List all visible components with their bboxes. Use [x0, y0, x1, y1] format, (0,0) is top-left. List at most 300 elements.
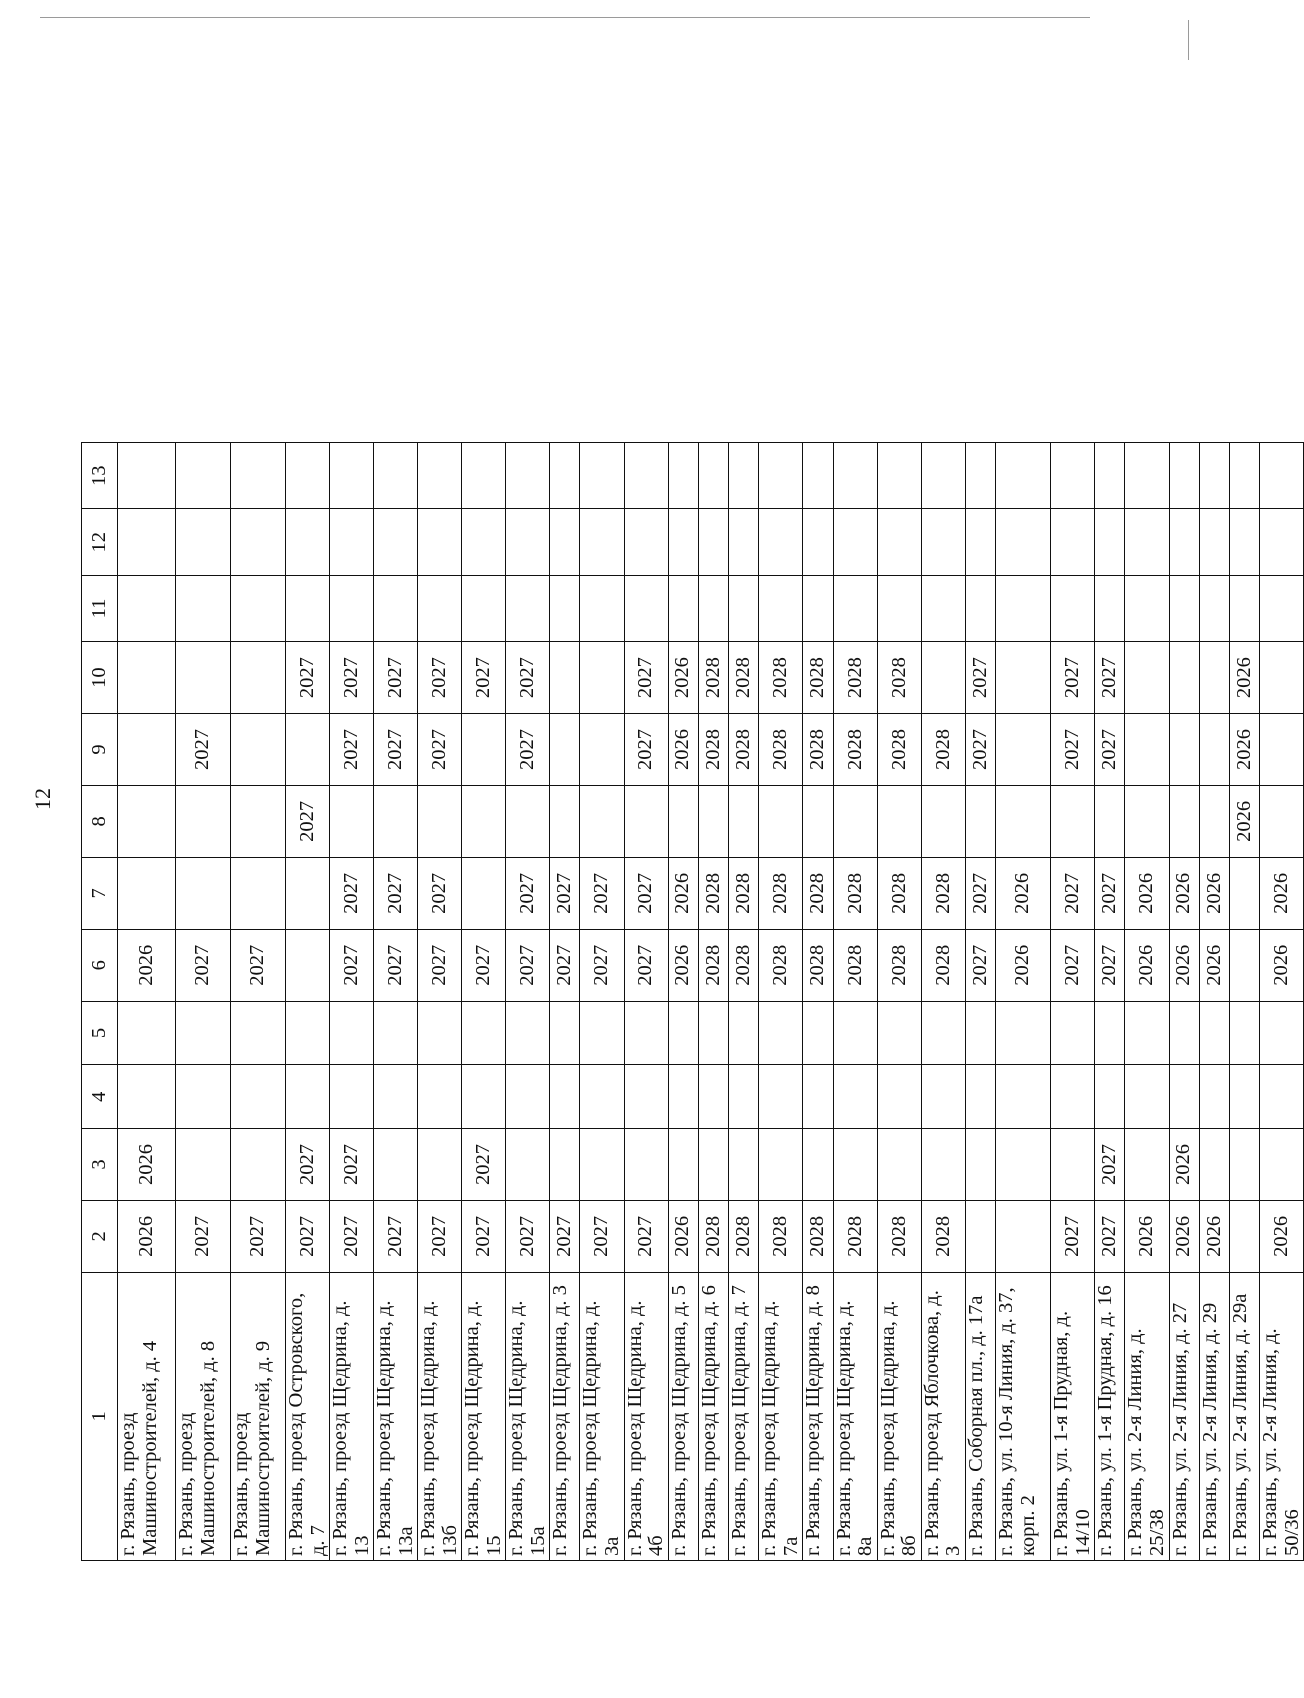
- year-cell: [374, 575, 418, 641]
- year-cell: 2027: [965, 642, 995, 714]
- year-cell: 2027: [330, 929, 374, 1001]
- year-cell: [921, 785, 965, 857]
- address-cell: г. Рязань, проезд Щедрина, д. 8а: [833, 1272, 877, 1560]
- year-cell: [118, 1001, 176, 1065]
- year-cell: [729, 1065, 759, 1129]
- year-cell: 2028: [833, 1200, 877, 1272]
- year-cell: [1125, 1129, 1169, 1201]
- year-cell: [698, 443, 728, 510]
- year-cell: 2026: [1199, 857, 1229, 929]
- year-cell: 2028: [877, 1200, 921, 1272]
- year-cell: 2027: [231, 1200, 286, 1272]
- year-cell: [668, 1001, 698, 1065]
- year-cell: [965, 1129, 995, 1201]
- address-cell: г. Рязань, проезд Щедрина, д. 13: [330, 1272, 374, 1560]
- year-cell: 2027: [374, 929, 418, 1001]
- year-cell: [118, 509, 176, 575]
- year-cell: [550, 714, 580, 786]
- year-cell: 2028: [759, 714, 803, 786]
- year-cell: 2028: [729, 714, 759, 786]
- year-cell: [374, 1001, 418, 1065]
- year-cell: [550, 785, 580, 857]
- year-cell: [1199, 1065, 1229, 1129]
- year-cell: [176, 1065, 231, 1129]
- address-cell: г. Рязань, проезд Щедрина, д. 4б: [624, 1272, 668, 1560]
- table-row: [803, 443, 833, 1561]
- year-cell: 2027: [462, 1129, 506, 1201]
- year-cell: [668, 509, 698, 575]
- year-cell: [418, 785, 462, 857]
- year-cell: [374, 443, 418, 510]
- year-cell: 2028: [729, 857, 759, 929]
- year-cell: [1051, 1001, 1095, 1065]
- address-cell: г. Рязань, Соборная пл., д. 17а: [965, 1272, 995, 1560]
- table-row: [506, 443, 550, 1561]
- year-cell: 2027: [624, 714, 668, 786]
- year-cell: [877, 575, 921, 641]
- year-cell: [506, 1129, 550, 1201]
- year-cell: 2027: [374, 714, 418, 786]
- year-cell: [1260, 785, 1304, 857]
- year-cell: [803, 1129, 833, 1201]
- year-cell: [1051, 575, 1095, 641]
- year-cell: 2027: [965, 714, 995, 786]
- year-cell: [921, 1065, 965, 1129]
- column-header: 4: [82, 1065, 118, 1129]
- year-cell: 2026: [1169, 929, 1199, 1001]
- year-cell: [965, 1001, 995, 1065]
- year-cell: [1260, 1129, 1304, 1201]
- year-cell: [1199, 509, 1229, 575]
- table-row: [1260, 443, 1304, 1561]
- table-row: [286, 443, 330, 1561]
- year-cell: [668, 575, 698, 641]
- year-cell: [330, 509, 374, 575]
- scan-edge-right: [1188, 20, 1189, 60]
- year-cell: [996, 575, 1051, 641]
- year-cell: 2027: [176, 929, 231, 1001]
- year-cell: [759, 575, 803, 641]
- year-cell: 2027: [550, 929, 580, 1001]
- year-cell: [1095, 1065, 1125, 1129]
- year-cell: [462, 509, 506, 575]
- year-cell: [1051, 1065, 1095, 1129]
- year-cell: 2026: [1260, 1200, 1304, 1272]
- year-cell: 2027: [965, 857, 995, 929]
- year-cell: [996, 1001, 1051, 1065]
- year-cell: [550, 509, 580, 575]
- year-cell: [698, 509, 728, 575]
- table-row: [877, 443, 921, 1561]
- year-cell: [1260, 1001, 1304, 1065]
- year-cell: [1230, 857, 1260, 929]
- column-header: 2: [82, 1200, 118, 1272]
- table-row: [921, 443, 965, 1561]
- header-row: [82, 443, 118, 1561]
- year-cell: [118, 714, 176, 786]
- year-cell: 2027: [580, 1200, 624, 1272]
- year-cell: [462, 857, 506, 929]
- year-cell: [176, 575, 231, 641]
- year-cell: [833, 1001, 877, 1065]
- year-cell: [418, 1001, 462, 1065]
- year-cell: [833, 1129, 877, 1201]
- year-cell: [176, 785, 231, 857]
- table-row: [833, 443, 877, 1561]
- year-cell: [759, 1129, 803, 1201]
- address-cell: г. Рязань, проезд Яблочкова, д. 3: [921, 1272, 965, 1560]
- year-cell: [877, 1001, 921, 1065]
- year-cell: [1199, 1129, 1229, 1201]
- year-cell: [1051, 443, 1095, 510]
- year-cell: [1051, 785, 1095, 857]
- year-cell: 2028: [698, 642, 728, 714]
- year-cell: 2027: [330, 1200, 374, 1272]
- year-cell: 2027: [286, 642, 330, 714]
- year-cell: 2027: [418, 1200, 462, 1272]
- year-cell: 2028: [921, 857, 965, 929]
- year-cell: 2028: [803, 714, 833, 786]
- year-cell: [418, 1065, 462, 1129]
- year-cell: [1125, 443, 1169, 510]
- year-cell: 2026: [1260, 929, 1304, 1001]
- year-cell: [729, 785, 759, 857]
- year-cell: 2027: [330, 857, 374, 929]
- year-cell: [462, 1001, 506, 1065]
- year-cell: [1260, 509, 1304, 575]
- year-cell: 2028: [759, 929, 803, 1001]
- table-row: [580, 443, 624, 1561]
- year-cell: 2027: [286, 1200, 330, 1272]
- table-row: [1051, 443, 1095, 1561]
- year-cell: [118, 443, 176, 510]
- year-cell: 2026: [1260, 857, 1304, 929]
- year-cell: [418, 509, 462, 575]
- year-cell: [506, 1001, 550, 1065]
- year-cell: 2028: [803, 1200, 833, 1272]
- year-cell: [231, 575, 286, 641]
- year-cell: [803, 1065, 833, 1129]
- year-cell: 2027: [550, 857, 580, 929]
- year-cell: 2027: [176, 714, 231, 786]
- year-cell: 2027: [624, 642, 668, 714]
- year-cell: [965, 575, 995, 641]
- year-cell: [330, 785, 374, 857]
- year-cell: 2028: [921, 1200, 965, 1272]
- year-cell: 2027: [624, 1200, 668, 1272]
- year-cell: [231, 857, 286, 929]
- year-cell: [118, 642, 176, 714]
- column-header: 12: [82, 509, 118, 575]
- year-cell: 2028: [833, 642, 877, 714]
- year-cell: [1230, 509, 1260, 575]
- year-cell: [965, 443, 995, 510]
- year-cell: [506, 509, 550, 575]
- year-cell: 2028: [729, 1200, 759, 1272]
- address-cell: г. Рязань, проезд Щедрина, д. 7: [729, 1272, 759, 1560]
- year-cell: [176, 1129, 231, 1201]
- year-cell: [803, 1001, 833, 1065]
- year-cell: 2027: [1095, 929, 1125, 1001]
- year-cell: [1199, 785, 1229, 857]
- year-cell: [698, 1001, 728, 1065]
- address-cell: г. Рязань, проезд Щедрина, д. 7а: [759, 1272, 803, 1560]
- year-cell: 2028: [759, 642, 803, 714]
- year-cell: [330, 443, 374, 510]
- year-cell: [286, 1001, 330, 1065]
- year-cell: [668, 443, 698, 510]
- table-row: [624, 443, 668, 1561]
- year-cell: 2027: [965, 929, 995, 1001]
- year-cell: [286, 509, 330, 575]
- year-cell: [286, 857, 330, 929]
- year-cell: 2028: [803, 929, 833, 1001]
- year-cell: [1230, 575, 1260, 641]
- year-cell: [231, 443, 286, 510]
- year-cell: [921, 443, 965, 510]
- year-cell: [580, 443, 624, 510]
- year-cell: [624, 443, 668, 510]
- year-cell: [624, 1065, 668, 1129]
- year-cell: [996, 443, 1051, 510]
- year-cell: [1095, 443, 1125, 510]
- year-cell: [1199, 443, 1229, 510]
- year-cell: 2028: [877, 929, 921, 1001]
- year-cell: [996, 642, 1051, 714]
- year-cell: [921, 642, 965, 714]
- year-cell: 2028: [921, 929, 965, 1001]
- column-header: 9: [82, 714, 118, 786]
- year-cell: [374, 785, 418, 857]
- year-cell: [462, 714, 506, 786]
- year-cell: 2026: [668, 642, 698, 714]
- year-cell: [1169, 443, 1199, 510]
- year-cell: [1169, 1001, 1199, 1065]
- year-cell: 2027: [1095, 1200, 1125, 1272]
- year-cell: [996, 1200, 1051, 1272]
- year-cell: [996, 1065, 1051, 1129]
- year-cell: [580, 1065, 624, 1129]
- year-cell: [176, 1001, 231, 1065]
- year-cell: 2027: [374, 642, 418, 714]
- table-row: [1199, 443, 1229, 1561]
- table-row: [176, 443, 231, 1561]
- table-row: [668, 443, 698, 1561]
- table-row: [698, 443, 728, 1561]
- column-header: 6: [82, 929, 118, 1001]
- year-cell: 2027: [374, 1200, 418, 1272]
- address-cell: г. Рязань, проезд Щедрина, д. 13а: [374, 1272, 418, 1560]
- year-cell: 2026: [1230, 714, 1260, 786]
- year-cell: [580, 714, 624, 786]
- year-cell: [286, 1065, 330, 1129]
- year-cell: 2027: [286, 785, 330, 857]
- year-cell: 2027: [330, 714, 374, 786]
- year-cell: [418, 575, 462, 641]
- year-cell: [1260, 642, 1304, 714]
- year-cell: 2026: [668, 1200, 698, 1272]
- year-cell: [580, 642, 624, 714]
- year-cell: [624, 1001, 668, 1065]
- year-cell: [698, 1065, 728, 1129]
- year-cell: [550, 642, 580, 714]
- year-cell: 2027: [580, 929, 624, 1001]
- year-cell: [231, 785, 286, 857]
- table-row: [374, 443, 418, 1561]
- table-row: [1095, 443, 1125, 1561]
- year-cell: [1095, 575, 1125, 641]
- year-cell: [550, 443, 580, 510]
- table-row: [1230, 443, 1260, 1561]
- year-cell: [462, 575, 506, 641]
- year-cell: [877, 443, 921, 510]
- year-cell: [231, 509, 286, 575]
- year-cell: [1125, 575, 1169, 641]
- year-cell: [286, 575, 330, 641]
- year-cell: [506, 443, 550, 510]
- table-row: [1125, 443, 1169, 1561]
- year-cell: 2027: [506, 642, 550, 714]
- year-cell: [1169, 642, 1199, 714]
- year-cell: 2027: [624, 929, 668, 1001]
- address-cell: г. Рязань, проезд Щедрина, д. 3а: [580, 1272, 624, 1560]
- table-row: [231, 443, 286, 1561]
- year-cell: [176, 443, 231, 510]
- year-cell: 2027: [1095, 857, 1125, 929]
- year-cell: [921, 1129, 965, 1201]
- table-row: [330, 443, 374, 1561]
- year-cell: [965, 1065, 995, 1129]
- year-cell: 2027: [418, 857, 462, 929]
- year-cell: [374, 509, 418, 575]
- year-cell: 2026: [1199, 1200, 1229, 1272]
- year-cell: [231, 1129, 286, 1201]
- column-header: 5: [82, 1001, 118, 1065]
- year-cell: 2028: [877, 714, 921, 786]
- year-cell: 2027: [462, 929, 506, 1001]
- year-cell: 2027: [176, 1200, 231, 1272]
- year-cell: [759, 509, 803, 575]
- year-cell: 2027: [330, 1129, 374, 1201]
- year-cell: [996, 785, 1051, 857]
- year-cell: 2028: [729, 642, 759, 714]
- year-cell: [803, 575, 833, 641]
- address-cell: г. Рязань, ул. 2-я Линия, д. 29: [1199, 1272, 1229, 1560]
- year-cell: [803, 443, 833, 510]
- year-cell: [833, 575, 877, 641]
- year-cell: [1125, 642, 1169, 714]
- year-cell: 2027: [506, 1200, 550, 1272]
- year-cell: 2026: [118, 929, 176, 1001]
- year-cell: 2028: [698, 857, 728, 929]
- year-cell: [1169, 509, 1199, 575]
- year-cell: 2027: [418, 642, 462, 714]
- column-header: 3: [82, 1129, 118, 1201]
- column-header: 13: [82, 443, 118, 510]
- scan-edge-top: [40, 17, 1090, 18]
- year-cell: 2026: [1169, 1129, 1199, 1201]
- year-cell: [624, 575, 668, 641]
- year-cell: [1125, 714, 1169, 786]
- year-cell: [698, 1129, 728, 1201]
- year-cell: 2027: [1095, 714, 1125, 786]
- year-cell: [231, 1065, 286, 1129]
- address-cell: г. Рязань, ул. 10-я Линия, д. 37, корп. 2: [996, 1272, 1051, 1560]
- year-cell: 2026: [996, 857, 1051, 929]
- year-cell: [1230, 443, 1260, 510]
- year-cell: [1260, 575, 1304, 641]
- table-row: [759, 443, 803, 1561]
- year-cell: 2027: [418, 714, 462, 786]
- address-cell: г. Рязань, ул. 2-я Линия, д. 27: [1169, 1272, 1199, 1560]
- address-cell: г. Рязань, ул. 1-я Прудная, д. 16: [1095, 1272, 1125, 1560]
- year-cell: 2026: [1230, 642, 1260, 714]
- year-cell: 2028: [698, 929, 728, 1001]
- year-cell: [759, 1065, 803, 1129]
- year-cell: [921, 575, 965, 641]
- year-cell: [833, 785, 877, 857]
- year-cell: [965, 1200, 995, 1272]
- column-header: 10: [82, 642, 118, 714]
- year-cell: [1199, 575, 1229, 641]
- year-cell: [580, 575, 624, 641]
- year-cell: 2027: [462, 642, 506, 714]
- year-cell: 2028: [877, 642, 921, 714]
- column-header: 8: [82, 785, 118, 857]
- address-cell: г. Рязань, проезд Островского, д. 7: [286, 1272, 330, 1560]
- column-header: 7: [82, 857, 118, 929]
- year-cell: 2026: [1230, 785, 1260, 857]
- year-cell: [1260, 1065, 1304, 1129]
- address-cell: г. Рязань, проезд Щедрина, д. 15: [462, 1272, 506, 1560]
- year-cell: [921, 509, 965, 575]
- year-cell: [418, 1129, 462, 1201]
- year-cell: [118, 1065, 176, 1129]
- year-cell: [624, 1129, 668, 1201]
- year-cell: [668, 1129, 698, 1201]
- year-cell: 2028: [759, 857, 803, 929]
- year-cell: [803, 509, 833, 575]
- year-cell: [803, 785, 833, 857]
- year-cell: [580, 1129, 624, 1201]
- address-cell: г. Рязань, ул. 2-я Линия, д. 50/36: [1260, 1272, 1304, 1560]
- year-cell: [550, 575, 580, 641]
- address-cell: г. Рязань, ул. 2-я Линия, д. 25/38: [1125, 1272, 1169, 1560]
- address-cell: г. Рязань, проезд Машиностроителей, д. 9: [231, 1272, 286, 1560]
- year-cell: [833, 509, 877, 575]
- year-cell: [877, 509, 921, 575]
- schedule-table: [81, 442, 1304, 1561]
- year-cell: 2027: [374, 857, 418, 929]
- year-cell: [1230, 1129, 1260, 1201]
- year-cell: [176, 509, 231, 575]
- address-cell: г. Рязань, проезд Машиностроителей, д. 4: [118, 1272, 176, 1560]
- year-cell: [550, 1065, 580, 1129]
- year-cell: [231, 714, 286, 786]
- year-cell: [1095, 509, 1125, 575]
- year-cell: [833, 443, 877, 510]
- year-cell: [506, 785, 550, 857]
- year-cell: [624, 509, 668, 575]
- table-row: [550, 443, 580, 1561]
- year-cell: 2026: [996, 929, 1051, 1001]
- year-cell: [1125, 785, 1169, 857]
- year-cell: 2026: [1199, 929, 1229, 1001]
- table-row: [1169, 443, 1199, 1561]
- year-cell: [1199, 714, 1229, 786]
- year-cell: [118, 785, 176, 857]
- year-cell: [286, 443, 330, 510]
